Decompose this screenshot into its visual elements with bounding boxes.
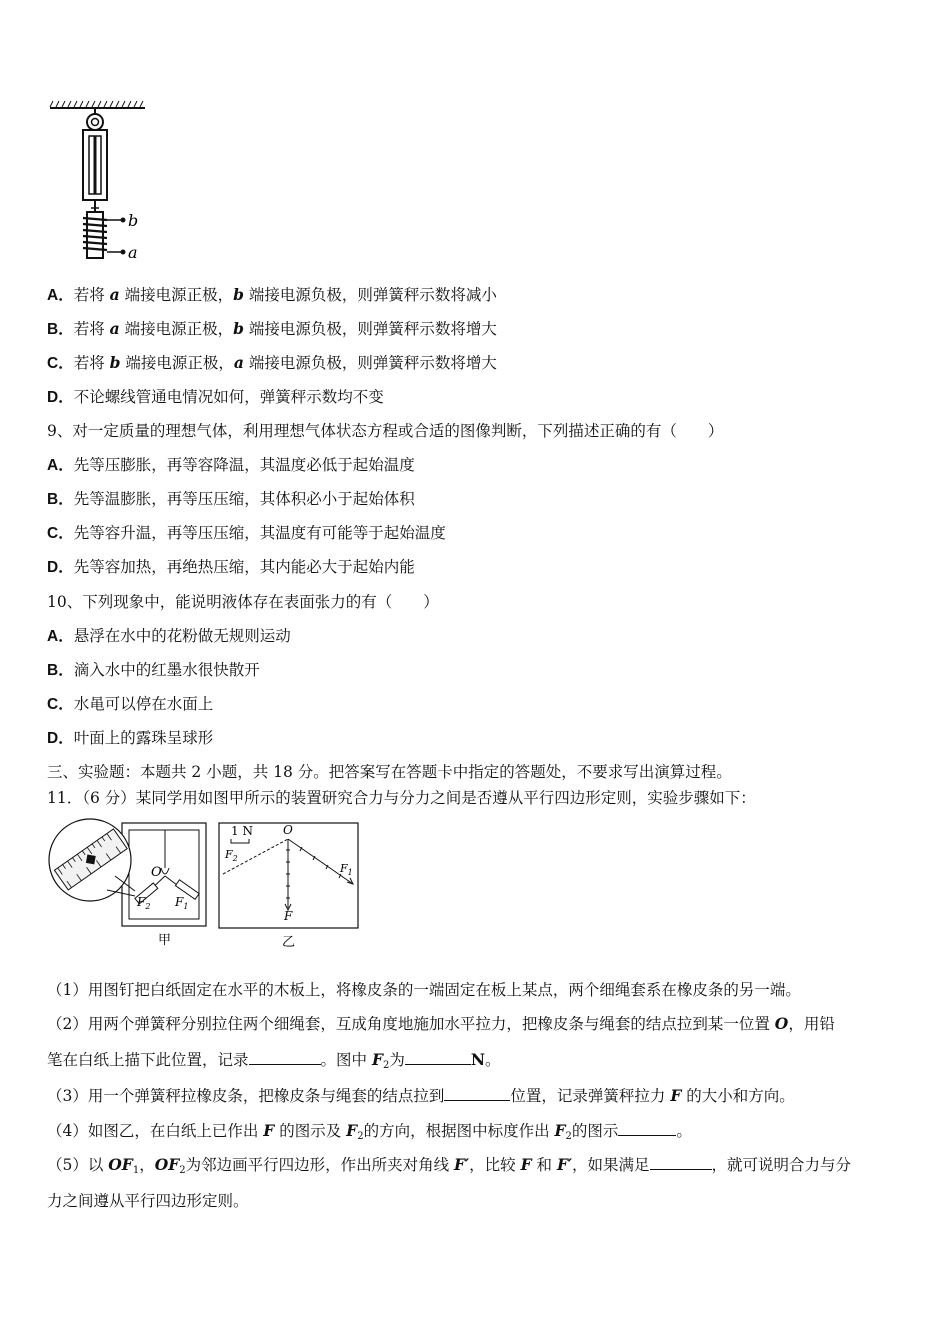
terminal-b-label: b <box>128 211 139 230</box>
yi-f2-label: $F_2$ <box>225 848 238 863</box>
q11-step-4: （4）如图乙，在白纸上已作出 F 的图示及 $F_2$的方向，根据图中标度作出 $F_2$的图示 。 <box>47 1121 692 1142</box>
answer-blank[interactable] <box>650 1154 712 1170</box>
q11-step-1: （1）用图钉把白纸固定在水平的木板上，将橡皮条的一端固定在板上某点，两个细绳套系在橡皮条的另一端。 <box>47 981 801 999</box>
yi-f-label: F <box>284 909 293 923</box>
q9-option-d[interactable]: D．先等容加热，再绝热压缩，其内能必大于起始内能 <box>47 558 415 576</box>
option-letter: D． <box>47 389 74 406</box>
q10-option-a[interactable]: A．悬浮在水中的花粉做无规则运动 <box>47 627 291 645</box>
q11-step-2-line1: （2）用两个弹簧秤分别拉住两个细绳套，互成角度地施加水平拉力，把橡皮条与绳套的结点拉到某一位置 O，用铅 <box>47 1014 835 1033</box>
q9-option-c[interactable]: C．先等容升温，再等压压缩，其温度有可能等于起始温度 <box>47 524 446 542</box>
yi-caption: 乙 <box>282 935 296 950</box>
yi-f1-label: $F_1$ <box>340 862 353 877</box>
jia-f1-label: $F_1$ <box>175 895 189 911</box>
figure-jia <box>45 818 210 948</box>
q11-step-5-line2: 力之间遵从平行四边形定则。 <box>47 1192 249 1210</box>
q11-step-3: （3）用一个弹簧秤拉橡皮条，把橡皮条与绳套的结点拉到 位置，记录弹簧秤拉力 F 的大小和方向。 <box>47 1086 795 1105</box>
answer-blank[interactable] <box>444 1085 510 1101</box>
q9-stem: 9、对一定质量的理想气体，利用理想气体状态方程或合适的图像判断，下列描述正确的有（ ） <box>47 422 724 440</box>
answer-blank[interactable] <box>249 1049 321 1065</box>
q10-option-b[interactable]: B．滴入水中的红墨水很快散开 <box>47 661 260 679</box>
q10-stem: 10、下列现象中，能说明液体存在表面张力的有（ ） <box>47 593 439 611</box>
q11-step-2-line2: 笔在白纸上描下此位置，记录 。图中 $F_2$为 N。 <box>47 1050 501 1071</box>
answer-blank[interactable] <box>405 1049 471 1065</box>
terminal-a-label: a <box>128 243 138 262</box>
option-letter: A． <box>47 287 74 304</box>
q8-option-c[interactable]: C．若将 b 端接电源正极，a 端接电源负极，则弹簧秤示数将增大 <box>47 353 497 372</box>
spring-scale-figure <box>45 100 155 270</box>
q11-stem: 11．（6 分）某同学用如图甲所示的装置研究合力与分力之间是否遵从平行四边形定则，实验步骤如下： <box>47 789 756 807</box>
option-letter: B． <box>47 321 74 338</box>
q8-option-d[interactable]: D．不论螺线管通电情况如何，弹簧秤示数均不变 <box>47 388 384 406</box>
figure-yi <box>218 822 363 950</box>
jia-o-label: O <box>151 865 162 880</box>
yi-o-label: O <box>283 823 293 837</box>
q10-option-c[interactable]: C．水黾可以停在水面上 <box>47 695 214 713</box>
q8-option-b[interactable]: B．若将 a 端接电源正极，b 端接电源负极，则弹簧秤示数将增大 <box>47 319 497 338</box>
q8-option-a[interactable]: A．若将 a 端接电源正极，b 端接电源负极，则弹簧秤示数将减小 <box>47 285 497 304</box>
q11-step-5-line1: （5）以 $OF_1$，$OF_2$为邻边画平行四边形，作出所夹对角线 F′，比较 F 和 F′，如果满足 ，就可说明合力与分 <box>47 1155 852 1176</box>
answer-blank[interactable] <box>618 1120 676 1136</box>
q9-option-a[interactable]: A．先等压膨胀，再等容降温，其温度必低于起始温度 <box>47 456 415 474</box>
q10-option-d[interactable]: D．叶面上的露珠呈球形 <box>47 729 214 747</box>
yi-scale-label: 1 N <box>231 824 253 838</box>
jia-f2-label: $F_2$ <box>137 895 151 911</box>
section-heading: 三、实验题：本题共 2 小题，共 18 分。把答案写在答题卡中指定的答题处，不要求写出演算过程。 <box>47 763 732 781</box>
option-letter: C． <box>47 355 74 372</box>
q9-option-b[interactable]: B．先等温膨胀，再等压压缩，其体积必小于起始体积 <box>47 490 415 508</box>
jia-caption: 甲 <box>158 933 172 948</box>
